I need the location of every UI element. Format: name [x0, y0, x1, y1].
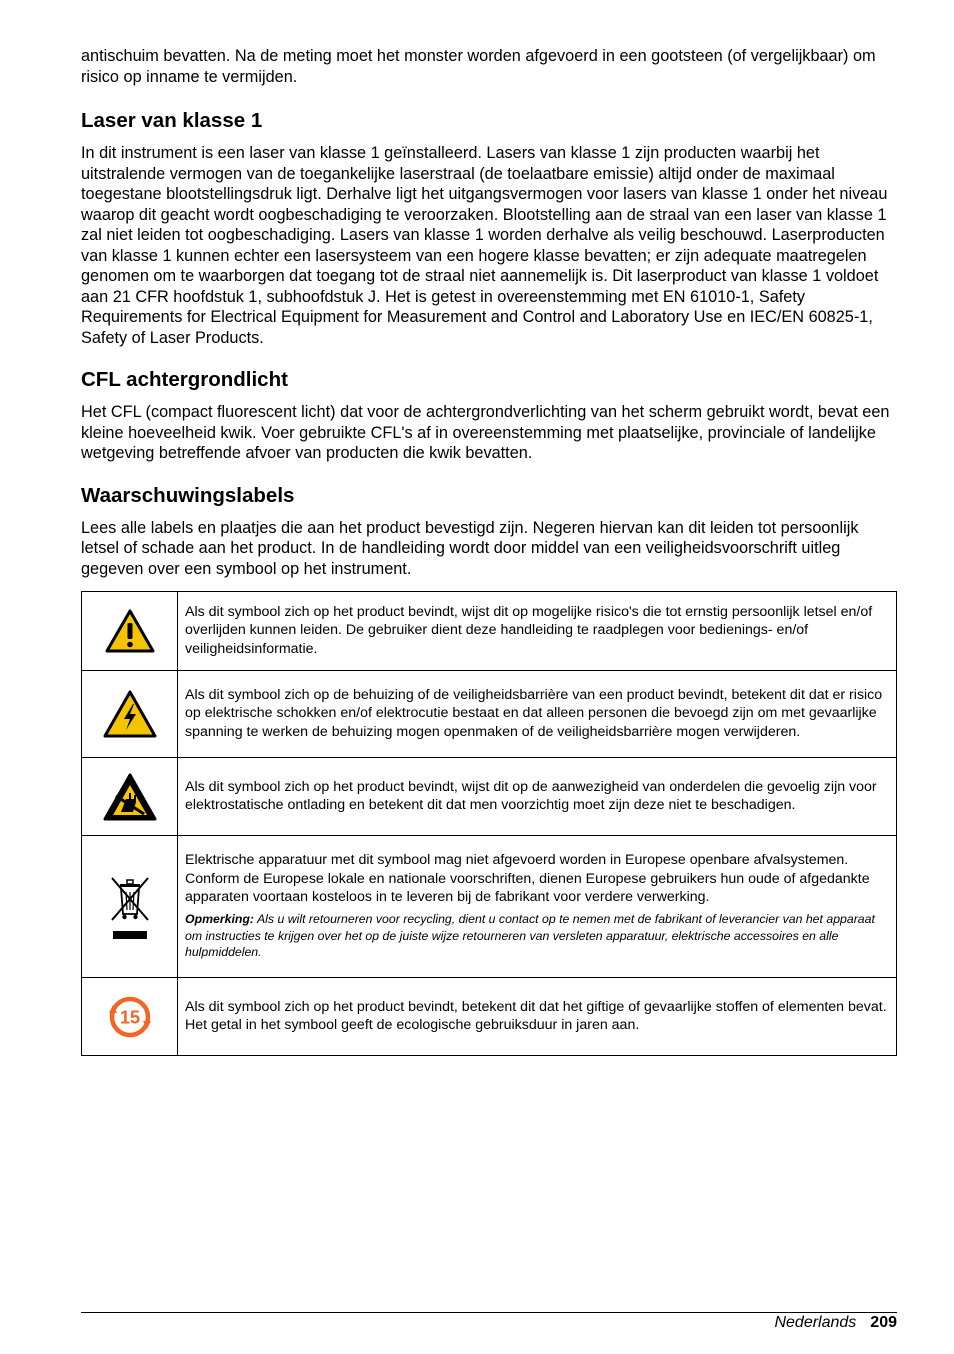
esd-hand-icon — [102, 772, 158, 822]
page-footer — [774, 1313, 897, 1333]
icon-cell — [82, 671, 178, 758]
table-row — [82, 671, 897, 758]
icon-cell — [82, 836, 178, 978]
electrical-shock-icon — [102, 689, 158, 739]
label-description: Elektrische apparatuur met dit symbool mag niet afgevoerd worden in Europese openbare afvalsystemen. Conform de Europese lokale en nationale voorschriften, dienen Europese gebruikers hun oude of afgedankte apparaten voortaan kosteloos in te leveren bij de fabrikant voor verdere verwerking. — [185, 852, 870, 905]
table-row — [82, 592, 897, 671]
page-number: 209 — [870, 1314, 897, 1331]
laser-paragraph: In dit instrument is een laser van klasse 1 geïnstalleerd. Lasers van klasse 1 zijn producten waarbij het uitstralende vermogen van de toegankelijke laserstraal (de toelaatbare emissie) altijd onder de maximaal toegestane blootstellingsdruk ligt. Derhalve ligt het uitgangsvermogen voor lasers van klasse 1 onder het niveau waarop dit geacht wordt oogbeschadiging te veroorzaken. Blootstelling aan de straal van een laser van klasse 1 zal niet leiden tot oogbeschadiging. Lasers van klasse 1 worden derhalve als veilig beschouwd. Laserproducten van klasse 1 kunnen echter een lasersysteem van een hogere klasse bevatten; er zijn adequate maatregelen genomen om te waarborgen dat toegang tot de straal niet aannemelijk is. Dit laserproduct van klasse 1 voldoet aan 21 CFR hoofdstuk 1, subhoofdstuk J. Het is getest in overeenstemming met EN 61010-1, Safety Requirements for Electrical Equipment for Measurement and Control and Laboratory Use en IEC/EN 60825-1, Safety of Laser Products. — [81, 144, 888, 347]
efup-15-icon — [105, 992, 155, 1042]
note-text: Als u wilt retourneren voor recycling, dient u contact op te nemen met de fabrikant of leverancier van het apparaat om instructies te krijgen over het op de juiste wijze retourneren van versleten apparatuur, elektrische accessoires en alle hulpmiddelen. — [185, 912, 875, 960]
warning-labels-table — [81, 591, 897, 1056]
icon-cell — [82, 758, 178, 836]
warning-triangle-icon — [104, 608, 156, 654]
label-description: Als dit symbool zich op het product bevindt, betekent dit dat het giftige of gevaarlijke stoffen of elementen bevat. Het getal in het symbool geeft de ecologische gebruiksduur in jaren aan. — [178, 978, 897, 1056]
icon-cell — [82, 592, 178, 671]
warning-labels-paragraph: Lees alle labels en plaatjes die aan het product bevestigd zijn. Negeren hiervan kan dit leiden tot persoonlijk letsel of schade aan het product. In de handleiding wordt door middel van een veiligheidsvoorschrift uitleg gegeven over een symbool op het instrument. — [81, 518, 859, 578]
label-description: Als dit symbool zich op het product bevindt, wijst dit op de aanwezigheid van onderdelen die gevoelig zijn voor elektrostatische ontlading en betekent dit dat men voorzichtig moet zijn deze niet te beschadigen. — [178, 758, 897, 836]
label-description: Als dit symbool zich op de behuizing of de veiligheidsbarrière van een product bevindt, betekent dit dat er risico op elektrische schokken en/of elektrocutie bestaat en dat alleen personen die bevoegd zijn om met gevaarlijke spanning te werken de behuizing mogen openmaken of de veiligheidsbarrière mogen verwijderen. — [178, 671, 897, 758]
intro-paragraph: antischuim bevatten. Na de meting moet het monster worden afgevoerd in een gootsteen (of vergelijkbaar) om risico op inname te vermijden. — [81, 47, 876, 86]
label-description: Als dit symbool zich op het product bevindt, wijst dit op mogelijke risico's die tot ernstig persoonlijk letsel en/of overlijden kunnen leiden. De gebruiker dient deze handleiding te raadplegen voor bedienings- en/of veiligheidsinformatie. — [178, 592, 897, 671]
cfl-heading: CFL achtergrondlicht — [81, 368, 288, 391]
icon-cell — [82, 978, 178, 1056]
table-row — [82, 836, 897, 978]
note-label: Opmerking: — [185, 912, 255, 927]
laser-heading: Laser van klasse 1 — [81, 109, 263, 132]
footer-language: Nederlands — [774, 1314, 857, 1331]
cfl-paragraph: Het CFL (compact fluorescent licht) dat voor de achtergrondverlichting van het scherm gebruikt wordt, bevat een kleine hoeveelheid kwik. Voer gebruikte CFL's af in overeenstemming met plaatselijke, provinciale of landelijke wetgeving betreffende afvoer van producten die kwik bevatten. — [81, 403, 890, 462]
table-row — [82, 758, 897, 836]
efup-number: 15 — [119, 1007, 140, 1027]
note — [185, 911, 888, 961]
page-content — [81, 46, 896, 1056]
weee-crossed-bin-icon — [106, 874, 154, 940]
table-row — [82, 978, 897, 1056]
label-description-cell — [178, 836, 897, 978]
warning-labels-heading: Waarschuwingslabels — [81, 483, 295, 507]
